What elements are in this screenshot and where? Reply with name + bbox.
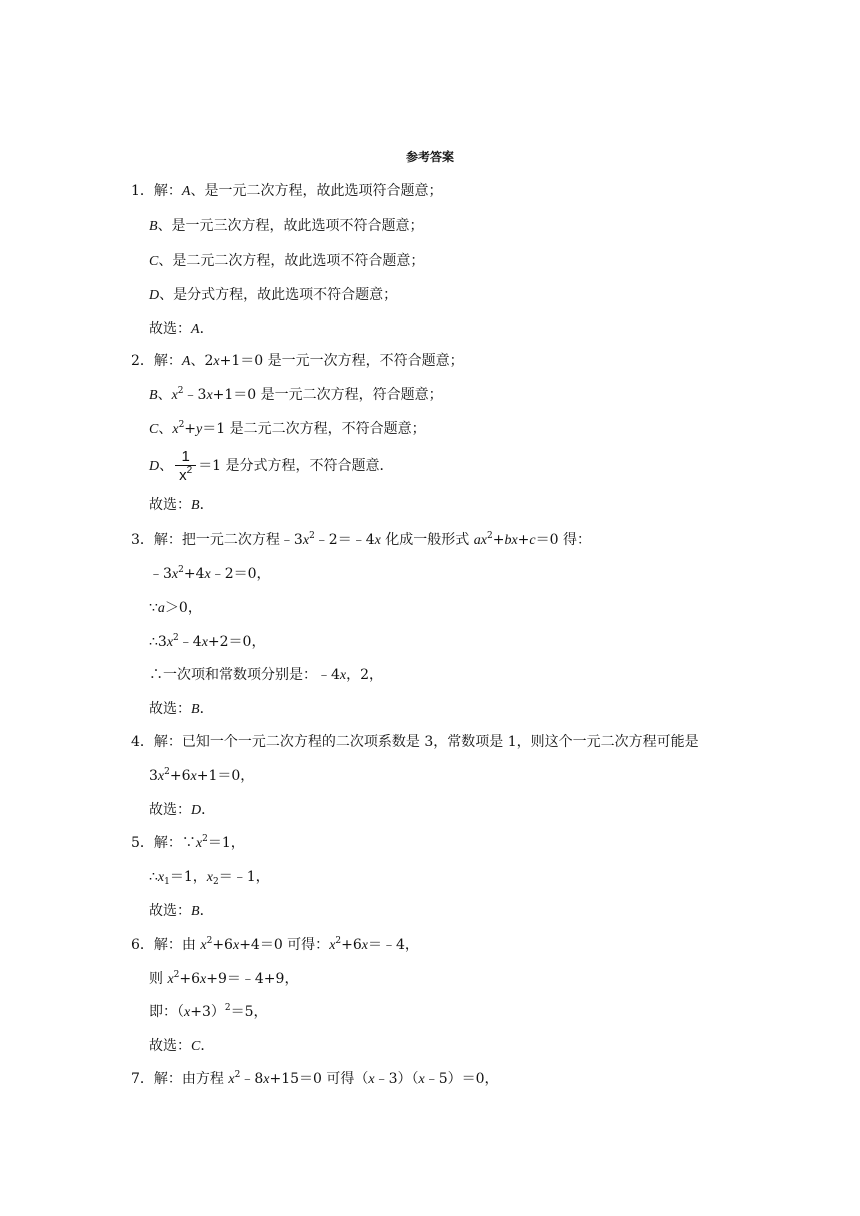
- q6-answer: 故选：C．: [149, 1038, 215, 1054]
- q6-line-3: 即：$(x+3)^2=5$，: [149, 1003, 268, 1020]
- q6-line-1: 6．解：由 $x^2+6x+4=0$ 可得：$x^2+6x=﹣4$，: [131, 936, 419, 953]
- q1-line-b: B、是一元三次方程，故此选项不符合题意；: [149, 218, 424, 234]
- q7-line-1: 7．解：由方程 $x^2﹣8x+15=0$ 可得（x﹣3）（x﹣5）＝0，: [131, 1070, 499, 1087]
- q4-answer: 故选：D．: [149, 802, 216, 818]
- fraction-one-over-x-squared: $\frac{1}{x^2}$: [175, 448, 196, 485]
- q2-line-c: C、$x^2+y=1$ 是二元二次方程，不符合题意；: [149, 420, 426, 437]
- q5-line-2: $\therefore x_1=1$，$x_2=﹣1$，: [149, 869, 270, 887]
- q4-line-2: $3x^2+6x+1=0$，: [149, 767, 255, 784]
- q3-line-2: $﹣3x^2+4x﹣2=0$，: [149, 565, 271, 582]
- q3-line-4: $\therefore 3x^2﹣4x+2=0$，: [149, 633, 266, 650]
- q2-line-b: B、$x^2﹣3x+1=0$ 是一元二次方程，符合题意；: [149, 386, 443, 403]
- q1-line-d: D、是分式方程，故此选项不符合题意；: [149, 287, 398, 303]
- q1-answer: 故选：A．: [149, 321, 214, 337]
- q5-answer: 故选：B．: [149, 903, 214, 919]
- q2-line-d: D、 $\frac{1}{x^2}$ ＝1 是分式方程，不符合题意．: [149, 447, 394, 484]
- q4-line-1: 4．解：已知一个一元二次方程的二次项系数是 3，常数项是 1，则这个一元二次方程可能是: [131, 734, 699, 750]
- q3-line-3: ∵a＞0，: [149, 600, 202, 616]
- q2-line-a: 2．解：A、2x+1＝0 是一元一次方程，不符合题意；: [131, 353, 464, 369]
- q6-line-2: 则 $x^2+6x+9=﹣4+9$，: [149, 970, 299, 987]
- q3-line-5: ∴一次项和常数项分别是：﹣4x，2，: [149, 667, 384, 683]
- q3-line-1: 3．解：把一元二次方程$﹣3x^2﹣2=﹣4x$ 化成一般形式 $ax^2+bx+c=0$ 得：: [131, 531, 591, 548]
- q1-line-c: C、是二元二次方程，故此选项不符合题意；: [149, 253, 425, 269]
- q1-line-a: 1．解：A、是一元二次方程，故此选项符合题意；: [131, 183, 443, 199]
- page-title: 参考答案: [405, 150, 454, 164]
- q5-line-1: 5．解：$\because x^2=1$，: [131, 834, 245, 851]
- q3-answer: 故选：B．: [149, 701, 214, 717]
- q2-answer: 故选：B．: [149, 497, 214, 513]
